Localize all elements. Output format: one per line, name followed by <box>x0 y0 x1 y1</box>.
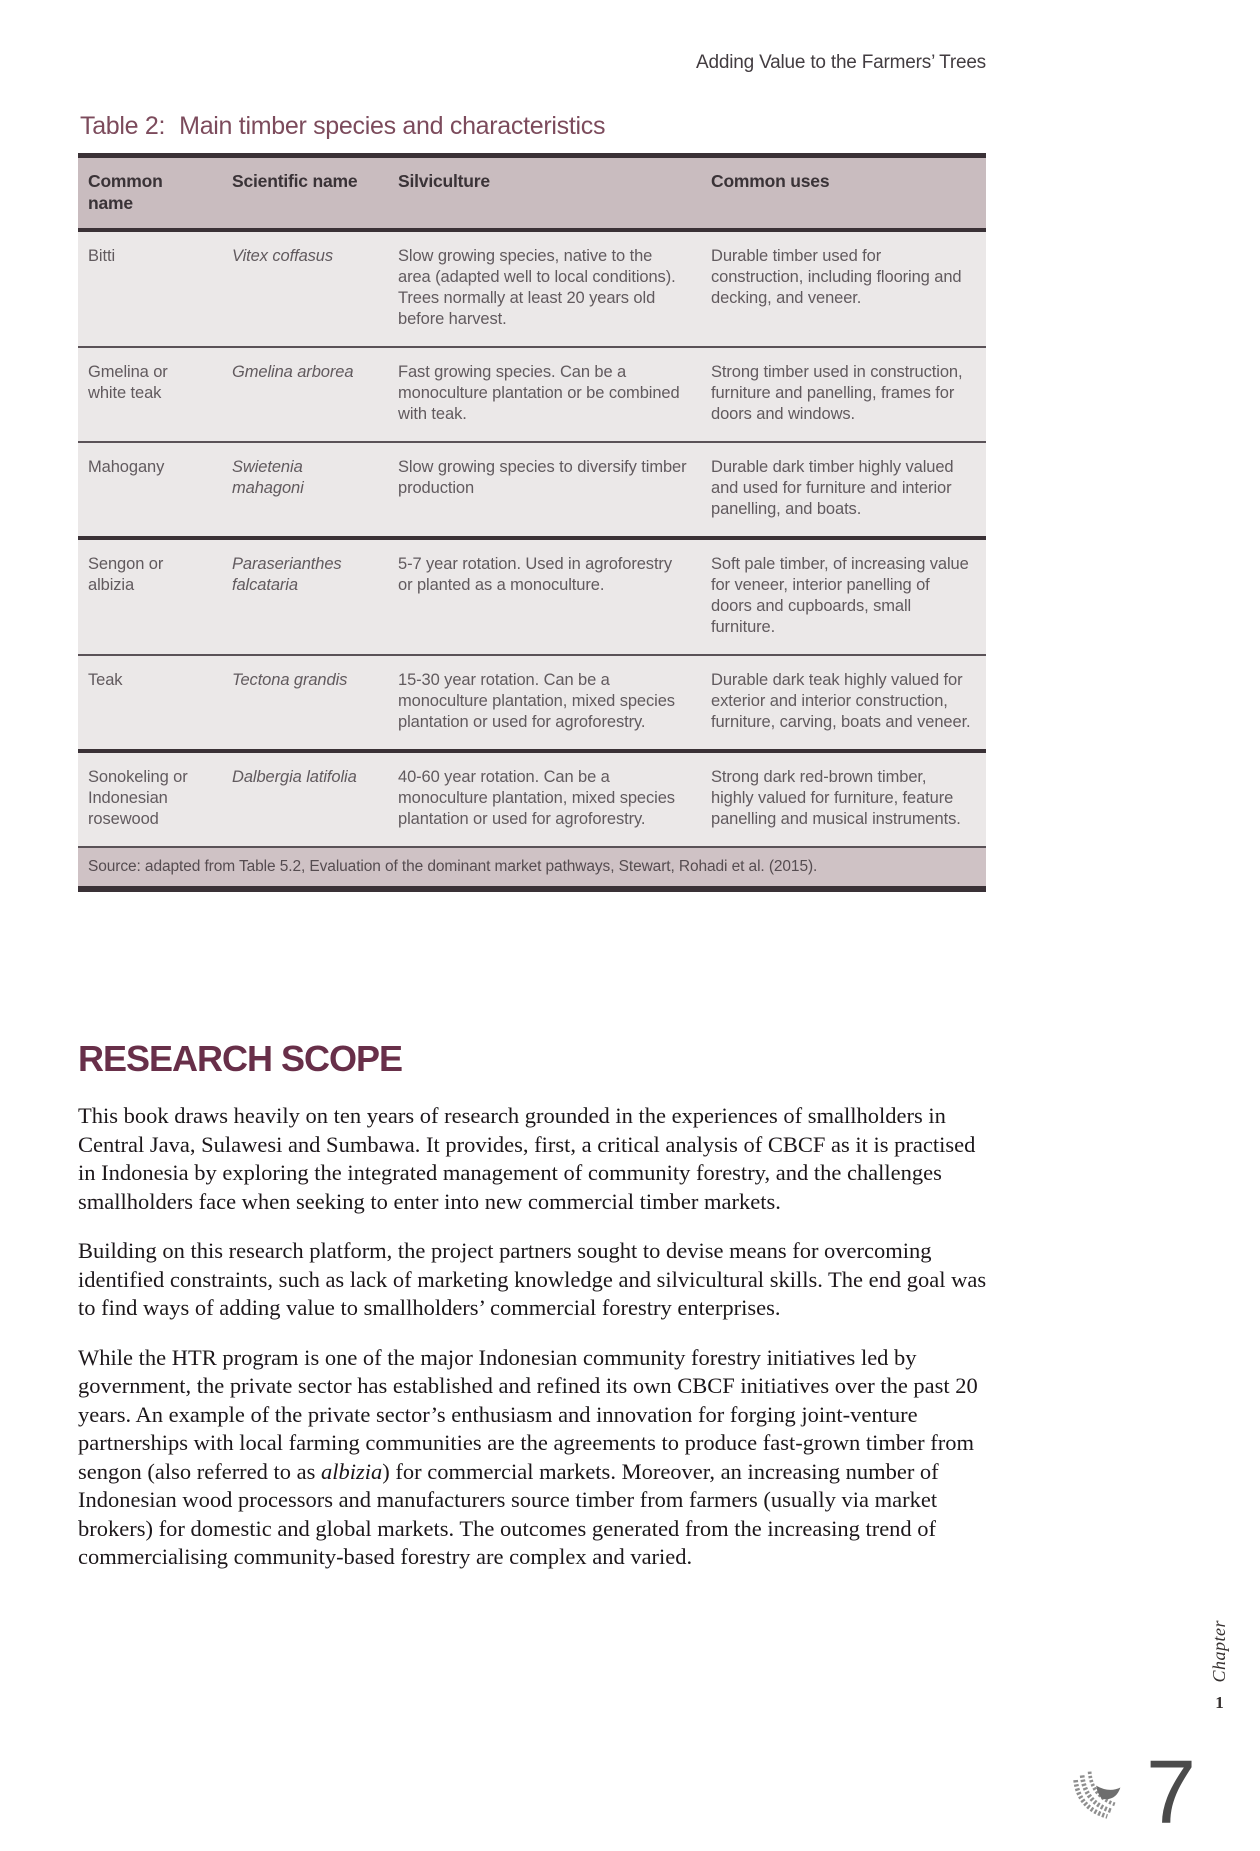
cell-common-uses: Strong dark red-brown timber, highly valued for furniture, feature panelling and musical instruments. <box>701 751 986 847</box>
cell-scientific-name: Gmelina arborea <box>222 347 388 442</box>
cell-silviculture: 15-30 year rotation. Can be a monoculture plantation, mixed species plantation or used for agroforestry. <box>388 655 701 751</box>
table-header-row <box>78 156 986 231</box>
cell-common-uses: Durable dark teak highly valued for exterior and interior construction, furniture, carving, boats and veneer. <box>701 655 986 751</box>
cell-common-name: Bitti <box>78 230 222 347</box>
cell-common-name: Mahogany <box>78 442 222 538</box>
table-source-row <box>78 847 986 889</box>
cell-silviculture: Slow growing species to diversify timber production <box>388 442 701 538</box>
paragraph-2: Building on this research platform, the project partners sought to devise means for overcoming identified constraints, such as lack of marketing knowledge and silvicultural skills. The end goal was to find ways of adding value to smallholders’ commercial forestry enterprises. <box>78 1238 987 1320</box>
table-row-teak <box>78 655 986 751</box>
table-row-bitti <box>78 230 986 347</box>
cell-silviculture: 5-7 year rotation. Used in agroforestry or planted as a monoculture. <box>388 538 701 655</box>
cell-scientific-name: Vitex coffasus <box>222 230 388 347</box>
col-header-scientific-name: Scientific name <box>222 156 388 231</box>
paragraph-3 <box>78 1344 994 1572</box>
cell-common-uses: Soft pale timber, of increasing value for veneer, interior panelling of doors and cupboards, small furniture. <box>701 538 986 655</box>
cell-silviculture: 40-60 year rotation. Can be a monoculture plantation, mixed species plantation or used for agroforestry. <box>388 751 701 847</box>
table-title <box>80 112 986 141</box>
paragraph-3-italic-term: albizia <box>321 1458 383 1484</box>
cell-common-uses: Strong timber used in construction, furniture and panelling, frames for doors and windows. <box>701 347 986 442</box>
section-heading: RESEARCH SCOPE <box>78 1038 403 1079</box>
cell-scientific-name: Paraserianthes falcataria <box>222 538 388 655</box>
table-title-text: Main timber species and characteristics <box>179 112 606 140</box>
cell-common-uses: Durable dark timber highly valued and used for furniture and interior panelling, and boats. <box>701 442 986 538</box>
col-header-common-name: Common name <box>78 156 222 231</box>
table-source-note: Source: adapted from Table 5.2, Evaluation of the dominant market pathways, Stewart, Rohadi et al. (2015). <box>78 847 986 889</box>
cell-silviculture: Fast growing species. Can be a monoculture plantation or be combined with teak. <box>388 347 701 442</box>
cell-common-name: Sonokeling or Indonesian rosewood <box>78 751 222 847</box>
col-header-silviculture: Silviculture <box>388 156 701 231</box>
chapter-marker <box>1209 1620 1230 1713</box>
cell-common-uses: Durable timber used for construction, including flooring and decking, and veneer. <box>701 230 986 347</box>
cell-scientific-name: Tectona grandis <box>222 655 388 751</box>
cell-scientific-name: Swietenia mahagoni <box>222 442 388 538</box>
chapter-number: 1 <box>1215 1692 1224 1712</box>
paragraph-1: This book draws heavily on ten years of research grounded in the experiences of smallholders in Central Java, Sulawesi and Sumbawa. It provides, first, a critical analysis of CBCF as it is practised in Indonesia by exploring the integrated management of community forestry, and the challenges smallholders face when seeking to enter into new commercial timber markets. <box>78 1103 976 1214</box>
table-block <box>78 112 986 892</box>
col-header-common-uses: Common uses <box>701 156 986 231</box>
paragraph-3-text: While the HTR program is one of the major Indonesian community forestry initiatives led by government, the private sector has established and refined its own CBCF initiatives over the past 20 years. An example of the private sector’s enthusiasm and innovation for forging joint-venture partnerships with local farming communities are the agreements to produce fast-grown timber from sengon (also referred to as <box>78 1344 978 1484</box>
cell-common-name: Gmelina or white teak <box>78 347 222 442</box>
paragraph-3-text-continued: ) for commercial markets. Moreover, an increasing number of Indonesian wood processors and manufacturers source timber from farmers (usually via market brokers) for domestic and global markets. The outcomes generated from the increasing trend of commercialising community-based forestry are complex and varied. <box>78 1458 939 1569</box>
cell-common-name: Teak <box>78 655 222 751</box>
cell-scientific-name: Dalbergia latifolia <box>222 751 388 847</box>
table-title-prefix: Table 2: <box>80 112 166 140</box>
table-row-mahogany <box>78 442 986 538</box>
cell-silviculture: Slow growing species, native to the area (adapted well to local conditions). Trees normally at least 20 years old before harvest. <box>388 230 701 347</box>
timber-species-table <box>78 153 986 892</box>
cell-common-name: Sengon or albizia <box>78 538 222 655</box>
table-row-gmelina <box>78 347 986 442</box>
leaf-icon <box>1070 1768 1126 1822</box>
page-number: 7 <box>1146 1743 1197 1843</box>
table-row-sonokeling <box>78 751 986 847</box>
research-scope-section <box>78 1038 994 1593</box>
chapter-label: Chapter <box>1209 1620 1229 1683</box>
running-header: Adding Value to the Farmers’ Trees <box>696 52 986 73</box>
table-row-sengon <box>78 538 986 655</box>
